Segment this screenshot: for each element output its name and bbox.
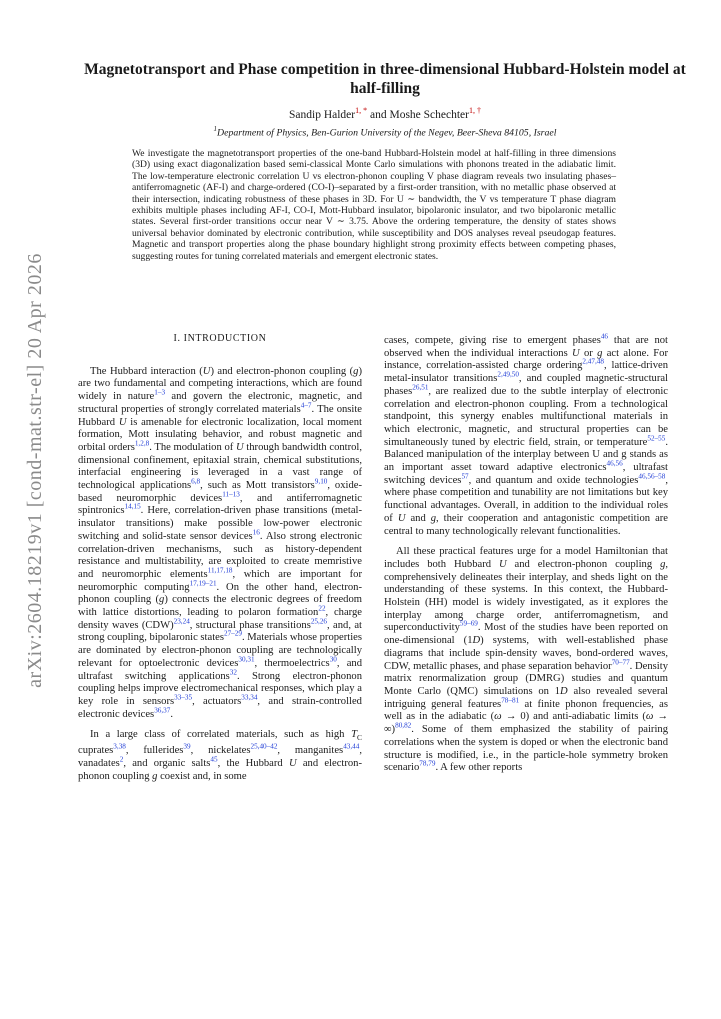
math-symbol: T xyxy=(351,729,357,741)
citation-link[interactable]: 11,17,18 xyxy=(207,566,233,575)
citation-link[interactable]: 16 xyxy=(252,528,260,537)
text-run: also revealed several intriguing general features xyxy=(384,685,668,710)
author-line xyxy=(80,106,690,121)
text-run: , and strain-controlled electronic devices xyxy=(78,695,362,720)
right-column xyxy=(384,332,669,783)
citation-link[interactable]: 36,37 xyxy=(154,706,171,715)
text-run: . The onsite Hubbard xyxy=(78,403,363,428)
text-run: , are realized due to the subtle interplay of electronic correlation and electron-phonon coupling. From a technological standpoint, this synergy enables multifunctional materials in which electronic, magnetic, and structural properties can be simultaneously tuned by electric field, strain, or temperature xyxy=(384,385,668,448)
text-run: . Strong electron-phonon coupling helps improve electromechanical responses, which play a key role in sensors xyxy=(78,670,362,707)
citation-link[interactable]: 59–69 xyxy=(459,619,478,628)
citation-link[interactable]: 14,15 xyxy=(124,502,141,511)
left-column xyxy=(78,333,362,791)
math-symbol: U xyxy=(498,558,507,570)
citation-link[interactable]: 78,79 xyxy=(419,759,436,768)
text-run: , ultrafast switching devices xyxy=(384,462,668,486)
text-run: through bandwidth control, dimensional confinement, epitaxial strain, chemical substitutions, interfacial engineering is leveraged in a vast range of technological applications xyxy=(78,441,363,492)
text-run: , such as Mott transistors xyxy=(200,480,315,492)
author-name: Moshe Schechter xyxy=(389,108,469,121)
math-symbol: g xyxy=(152,770,158,782)
body-paragraph xyxy=(78,729,362,783)
math-symbol: g xyxy=(353,365,359,377)
citation-link[interactable]: 2,49,50 xyxy=(497,370,519,379)
citation-link[interactable]: 4–7 xyxy=(300,401,312,410)
math-symbol: ω xyxy=(494,711,502,723)
text-run: The Hubbard interaction ( xyxy=(90,365,203,377)
text-run: . On the other hand, electron-phonon coupling ( xyxy=(78,581,362,606)
text-run: , comprehensively delineates their interplay, and sheds light on the understanding of these systems. In this context, the Hubbard-Holstein (HH) model is widely investigated, as it explores the interplay among charge order, antiferromagnetism, and superconductivity xyxy=(384,558,669,634)
math-symbol: U xyxy=(397,512,406,524)
right-paragraphs xyxy=(384,332,669,775)
math-symbol: g xyxy=(159,594,165,606)
author-conjunction: and xyxy=(367,108,390,121)
text-run: , structural phase transitions xyxy=(189,619,311,631)
text-run: cases, compete, giving rise to emergent phases xyxy=(384,335,601,346)
math-symbol: D xyxy=(472,635,481,647)
text-run: . The modulation of xyxy=(149,441,236,453)
left-paragraphs xyxy=(78,366,362,784)
citation-link[interactable]: 25,26 xyxy=(310,617,327,626)
citation-link[interactable]: 3,38 xyxy=(113,742,126,751)
text-run: . Density matrix renormalization group (DMRG) studies and quantum Monte Carlo (QMC) simulations on 1 xyxy=(384,660,668,697)
math-symbol: ω xyxy=(645,711,654,723)
math-symbol: U xyxy=(202,365,211,377)
text-run: , actuators xyxy=(192,695,242,707)
text-run: cuprates xyxy=(78,745,114,757)
text-run: . Most of the studies have been reported on one-dimensional (1 xyxy=(384,622,668,647)
text-run: , lattice-driven metal-insulator transitions xyxy=(384,360,668,385)
text-run: , and, at strong coupling, bipolaronic states xyxy=(78,619,362,644)
text-run: . Balanced manipulation of the interplay between U and g stands as an important asset toward adaptive electronics xyxy=(384,436,668,474)
text-run: . Some of them emphasized the stability of pairing correlations when the system is doped or when the electronic band structure is modified, i.e., in the particle-hole symmetry broken scenario xyxy=(384,724,668,774)
text-run: , nickelates xyxy=(190,745,251,757)
citation-link[interactable]: 46,56–58 xyxy=(638,472,666,481)
math-symbol: U xyxy=(288,757,297,769)
citation-link[interactable]: 46 xyxy=(600,332,609,341)
citation-link[interactable]: 45 xyxy=(210,755,218,764)
math-symbol: U xyxy=(235,441,244,453)
math-symbol: U xyxy=(118,416,127,428)
citation-link[interactable]: 57 xyxy=(461,472,469,481)
author-name: Sandip Halder xyxy=(289,108,356,121)
citation-link[interactable]: 2,47,48 xyxy=(582,357,604,366)
citation-link[interactable]: 30,31 xyxy=(238,655,255,664)
citation-link[interactable]: 30 xyxy=(329,655,337,664)
math-symbol: D xyxy=(560,685,568,697)
citation-link[interactable]: 32 xyxy=(229,668,237,677)
text-run: , and quantum and oxide technologies xyxy=(468,474,639,486)
text-run: , the Hubbard xyxy=(217,757,289,769)
text-run: and xyxy=(405,512,431,524)
citation-link[interactable]: 23,24 xyxy=(173,617,190,626)
citation-link[interactable]: 22 xyxy=(318,604,326,613)
subscript: C xyxy=(356,733,362,743)
text-run: , thermoelectrics xyxy=(254,657,330,669)
citation-link[interactable]: 6,8 xyxy=(191,477,201,486)
citation-link[interactable]: 1–3 xyxy=(154,388,166,397)
citation-link[interactable]: 70–77 xyxy=(611,658,630,667)
text-run: . A few other reports xyxy=(435,762,523,774)
text-run: is amenable for electronic localization, local moment formation, Mott insulating behavior, and robust magnetic and orbital orders xyxy=(78,416,362,453)
citation-link[interactable]: 52–55 xyxy=(647,434,666,443)
text-run: , oxide-based neuromorphic devices xyxy=(78,480,362,504)
author-superscript[interactable]: 1, † xyxy=(469,106,481,115)
text-run: or xyxy=(579,347,598,359)
citation-link[interactable]: 80,82 xyxy=(395,721,412,730)
body-paragraph xyxy=(384,546,668,775)
section-heading: I. INTRODUCTION xyxy=(173,333,267,344)
text-run: , their cooperation and antagonistic competition are central to many technologically relevant functionalities. xyxy=(384,512,668,537)
citation-link[interactable]: 78–81 xyxy=(501,696,520,705)
citation-link[interactable]: 43,44 xyxy=(343,742,360,751)
text-run: act alone. For instance, correlation-assisted charge ordering xyxy=(384,347,668,372)
author-superscript[interactable]: 1, * xyxy=(355,106,368,115)
citation-link[interactable]: 33–35 xyxy=(174,693,193,702)
citation-link[interactable]: 17,19–21 xyxy=(189,579,217,588)
text-run: . Materials whose properties are dominated by electron-phonon coupling are technologically relevant for optoelectronic devices xyxy=(78,632,362,669)
affiliation xyxy=(80,125,690,138)
math-symbol: g xyxy=(430,512,437,524)
affiliation-superscript: 1 xyxy=(213,125,218,133)
text-run: ) and electron-phonon coupling ( xyxy=(210,365,354,377)
body-paragraph xyxy=(78,366,362,722)
body-paragraph xyxy=(384,332,668,538)
citation-link[interactable]: 2 xyxy=(119,755,124,764)
text-run: → 0) and anti-adiabatic limits ( xyxy=(501,711,646,723)
text-run: coexist and, in some xyxy=(157,770,247,782)
citation-link[interactable]: 26,51 xyxy=(412,383,429,392)
text-run: , and coupled magnetic-structural phases xyxy=(384,373,668,397)
text-run: . Here, correlation-driven phase transitions (metal-insulator transitions) make possible low-power electronic switching and solid-state sensor devices xyxy=(78,505,362,542)
text-run: and electron-phonon coupling xyxy=(78,757,362,782)
affiliation-text: Department of Physics, Ben-Gurion University of the Negev, Beer-Sheva 84105, Israel xyxy=(217,127,557,139)
citation-link[interactable]: 1,2,8 xyxy=(134,439,150,448)
citation-link[interactable]: 39 xyxy=(183,742,191,751)
text-run: ) connects the electronic degrees of freedom with lattice distortions, leading to polaron formation xyxy=(78,594,362,619)
text-run: . Also strong electronic correlation-driven mechanisms, such as history-dependent resistance and multistability, are exploited to create memristive and neuromorphic elements xyxy=(78,530,362,580)
citation-link[interactable]: 27–29 xyxy=(223,629,242,638)
text-run: . xyxy=(170,708,174,720)
text-run: and electron-phonon coupling xyxy=(506,558,661,570)
citation-link[interactable]: 11–13 xyxy=(222,490,240,499)
text-run: ) are two fundamental and competing interactions, which are found widely in nature xyxy=(78,365,362,403)
text-run: , vanadates xyxy=(78,745,363,769)
text-run: , and organic salts xyxy=(123,757,211,769)
citation-link[interactable]: 9,10 xyxy=(314,477,328,486)
math-symbol: U xyxy=(572,347,580,359)
arxiv-identifier xyxy=(20,250,50,690)
text-run: → ∞) xyxy=(384,711,668,736)
text-run: All these practical features urge for a model Hamiltonian that includes both Hubbard xyxy=(384,546,668,570)
text-run: , where phase competition and tunability are not limitations but key functional advantages. Overall, in addition to the individual roles of xyxy=(384,474,668,524)
text-run: , which are important for neuromorphic computing xyxy=(78,568,363,593)
citation-link[interactable]: 46,56 xyxy=(606,459,623,468)
text-run: at finite phonon frequencies, as well as in the adiabatic ( xyxy=(384,698,668,723)
citation-link[interactable]: 33,34 xyxy=(241,693,258,702)
math-symbol: g xyxy=(660,558,666,570)
text-run: that are not observed when the individual interactions xyxy=(384,335,668,359)
text-run: ) systems, with well-established phase diagrams that include spin-density waves, bond-ordered waves, CDW, metallic phases, and phase separation behavior xyxy=(384,635,668,672)
text-run: , charge density waves (CDW) xyxy=(78,607,362,631)
text-run: , and antiferromagnetic spintronics xyxy=(78,492,362,517)
text-run: , and ultrafast switching applications xyxy=(78,657,363,682)
abstract: We investigate the magnetotransport properties of the one-band Hubbard-Holstein model at half-filling in three dimensions (3D) using exact diagonalization based semi-classical Monte Carlo simulations with phonons treated in the adiabatic limit. The low-temperature electronic correlation U vs electron-phonon coupling V phase diagram reveals two insulating phases–antiferromagnetic (AF-I) and charge-ordered (CO-I)–separated by a first-order transition, with no metallic phase observed at their intersection, indicating robustness of these phases in 3D. For U ∼ bandwidth, the V vs temperature T phase diagram exhibits multiple phases including AF-I, CO-I, Mott-Hubbard insulator, bipolaronic insulator, and two bipolaronic metallic states. Several first-order transitions occur near V ∼ 3.75. Above the ordering temperature, the density of states shows universal behavior dominated by electronic contribution, while susceptibility and DOS analyses reveal pseudogap features. Magnetic and transport properties along the phase boundary highlight strong proximity effects between competing phases, suggesting routes for tuning correlated materials and emergent electronic states. xyxy=(132,148,616,262)
math-symbol: g xyxy=(597,347,603,359)
text-run: and govern the electronic, magnetic, and structural properties of strongly correlated materials xyxy=(78,391,362,415)
text-run: In a large class of correlated materials, such as high xyxy=(90,729,352,741)
text-run: , fullerides xyxy=(125,745,184,757)
paper-title: Magnetotransport and Phase competition in three-dimensional Hubbard-Holstein model at half-filling xyxy=(84,61,686,97)
text-run: , manganites xyxy=(277,745,344,757)
arxiv-identifier-text: arXiv:2604.18219v1 [cond-mat.str-el] 20 Apr 2026 xyxy=(23,252,46,688)
citation-link[interactable]: 25,40–42 xyxy=(250,742,278,751)
